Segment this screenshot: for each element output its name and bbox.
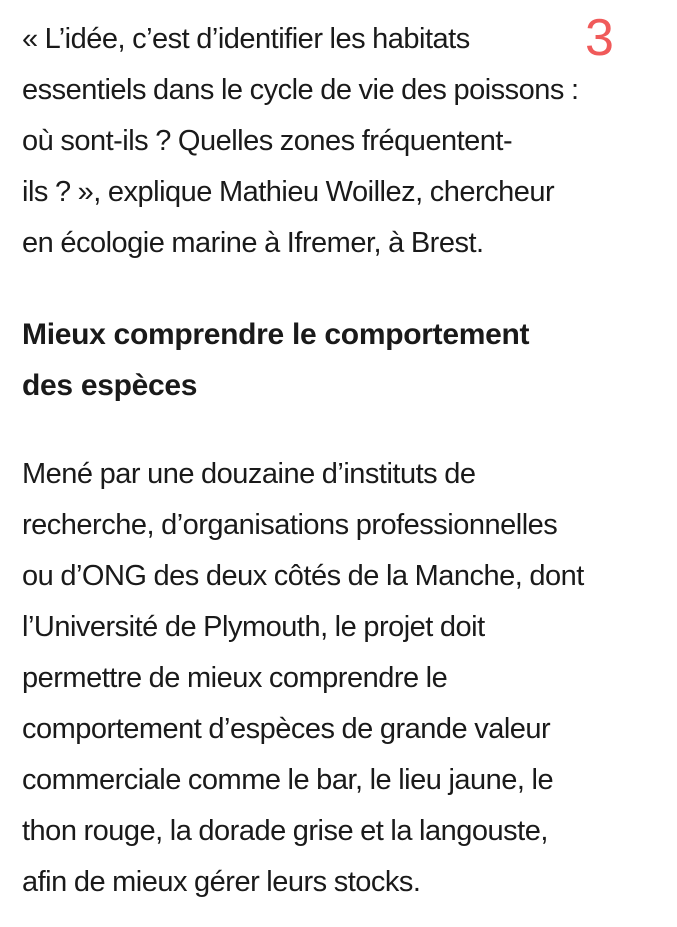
text-line: où sont-ils ? Quelles zones fréquentent- bbox=[22, 125, 513, 157]
text-line: ou d’ONG des deux côtés de la Manche, dont bbox=[22, 560, 584, 592]
intro-paragraph bbox=[22, 14, 662, 269]
text-line: permettre de mieux comprendre le bbox=[22, 662, 448, 694]
article-body bbox=[22, 14, 662, 908]
body-paragraph bbox=[22, 449, 662, 908]
text-line: ils ? », explique Mathieu Woillez, chercheur bbox=[22, 176, 555, 208]
section-heading bbox=[22, 309, 662, 411]
page-number: 3 bbox=[585, 9, 614, 67]
text-line: commerciale comme le bar, le lieu jaune, le bbox=[22, 764, 554, 796]
text-line: afin de mieux gérer leurs stocks. bbox=[22, 866, 421, 898]
heading-line: des espèces bbox=[22, 369, 198, 402]
text-line: essentiels dans le cycle de vie des poissons : bbox=[22, 74, 579, 106]
heading-line: Mieux comprendre le comportement bbox=[22, 318, 530, 351]
text-line: comportement d’espèces de grande valeur bbox=[22, 713, 551, 745]
text-line: Mené par une douzaine d’instituts de bbox=[22, 458, 476, 490]
text-line: thon rouge, la dorade grise et la langouste, bbox=[22, 815, 548, 847]
text-line: en écologie marine à Ifremer, à Brest. bbox=[22, 227, 484, 259]
text-line: l’Université de Plymouth, le projet doit bbox=[22, 611, 485, 643]
text-line: recherche, d’organisations professionnelles bbox=[22, 509, 558, 541]
text-line: « L’idée, c’est d’identifier les habitats bbox=[22, 23, 470, 55]
